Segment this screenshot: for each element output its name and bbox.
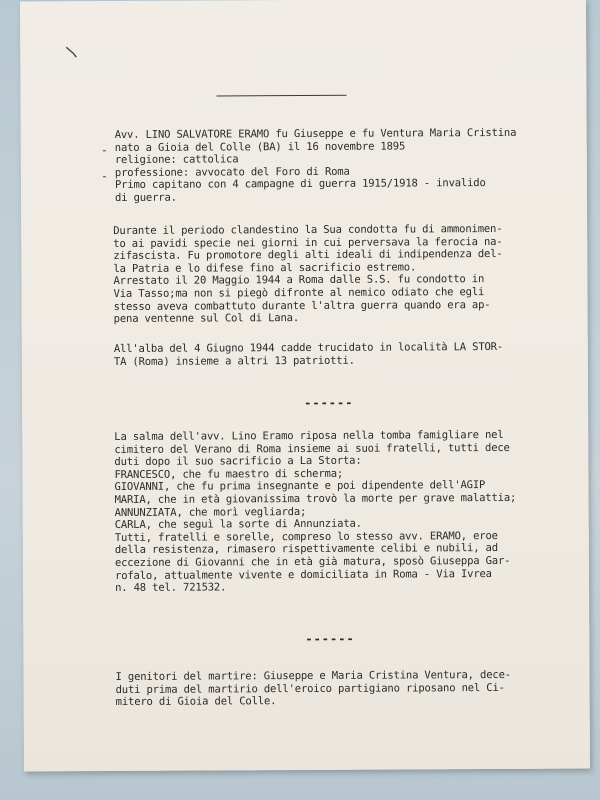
bio-block	[115, 127, 517, 205]
separator: ------	[304, 395, 354, 411]
text-line: mitero di Gioia del Colle.	[115, 695, 277, 709]
text-line: to ai pavidi specie nei giorni in cui perversava la ferocia na-	[113, 235, 503, 250]
bio-line: di guerra.	[114, 191, 177, 204]
text-line: stesso aveva combattuto durante l'altra guerra quando era ap-	[113, 298, 491, 313]
bio-line: religione: cattolica	[114, 153, 239, 167]
text-line: n. 48 tel. 721532.	[115, 581, 227, 595]
document-page	[20, 0, 590, 771]
text-line: ANNUNZIATA, che morì vegliarda;	[114, 505, 307, 519]
text-line: duti dopo il suo sacrificio a La Storta:	[114, 454, 362, 469]
text-line: Durante il periodo clandestino la Sua condotta fu di ammonimen-	[113, 222, 503, 238]
top-rule	[216, 95, 346, 97]
paragraph-parents	[115, 669, 511, 709]
bio-line: professione: avvocato del Foro di Roma	[114, 165, 350, 179]
paragraph-burial	[114, 429, 516, 595]
text-line: FRANCESCO, che fu maestro di scherma;	[114, 467, 344, 481]
text-line: duti prima del martirio dell'eroico partigiano riposano nel Ci-	[115, 681, 505, 696]
staple-mark-icon	[64, 45, 78, 59]
text-line: GIOVANNI, che fu prima insegnante e poi dipendente dell'AGIP	[114, 479, 486, 494]
bio-line: nato a Gioia del Colle (BA) il 16 novembre 1895	[114, 140, 406, 154]
text-line: CARLA, che seguì la sorte di Annunziata.	[114, 517, 362, 532]
margin-dash: -	[100, 143, 109, 158]
text-line: La salma dell'avv. Lino Eramo riposa nella tomba famigliare nel	[114, 428, 504, 443]
text-line: TA (Roma) insieme a altri 13 patriotti.	[113, 354, 355, 368]
text-line: Arrestato il 20 Maggio 1944 a Roma dalle S.S. fu condotto in	[113, 273, 485, 288]
text-line: pena ventenne sul Col di Lana.	[113, 312, 300, 326]
text-line: I genitori del martire: Giuseppe e Maria Cristina Ventura, dece-	[115, 668, 511, 683]
text-line: la Patria e lo difese fino al sacrificio estremo.	[113, 261, 417, 275]
separator: ------	[305, 631, 355, 647]
paragraph-death	[114, 341, 503, 368]
margin-dash: -	[100, 169, 109, 184]
text-line: cimitero del Verano di Roma insieme ai suoi fratelli, tutti dece	[114, 441, 510, 456]
bio-line: Primo capitano con 4 campagne di guerra 1915/1918 - invalido	[114, 177, 486, 192]
text-line: Tutti, fratelli e sorelle, compreso lo stesso avv. ERAMO, eroe	[114, 529, 498, 544]
bio-line: Avv. LINO SALVATORE ERAMO fu Giuseppe e fu Ventura Maria Cristina	[114, 126, 517, 141]
text-line: rofalo, attualmente vivente e domiciliata in Roma - Via Ivrea	[114, 567, 492, 582]
text-line: della resistenza, rimasero rispettivamente celibi e nubili, ad	[114, 542, 498, 557]
text-line: eccezione di Giovanni che in età già matura, sposò Giuseppa Gar-	[114, 554, 511, 569]
text-line: All'alba del 4 Giugno 1944 cadde trucidato in località LA STOR-	[113, 340, 504, 356]
text-line: zifascista. Fu promotore degli alti ideali di indipendenza del-	[113, 248, 503, 263]
paragraph-resistance	[113, 223, 503, 326]
text-line: MARIA, che in età giovanissima trovò la morte per grave malattia;	[114, 491, 517, 506]
text-line: Via Tasso;ma non si piegò difronte al nemico odiato che egli	[113, 286, 485, 300]
